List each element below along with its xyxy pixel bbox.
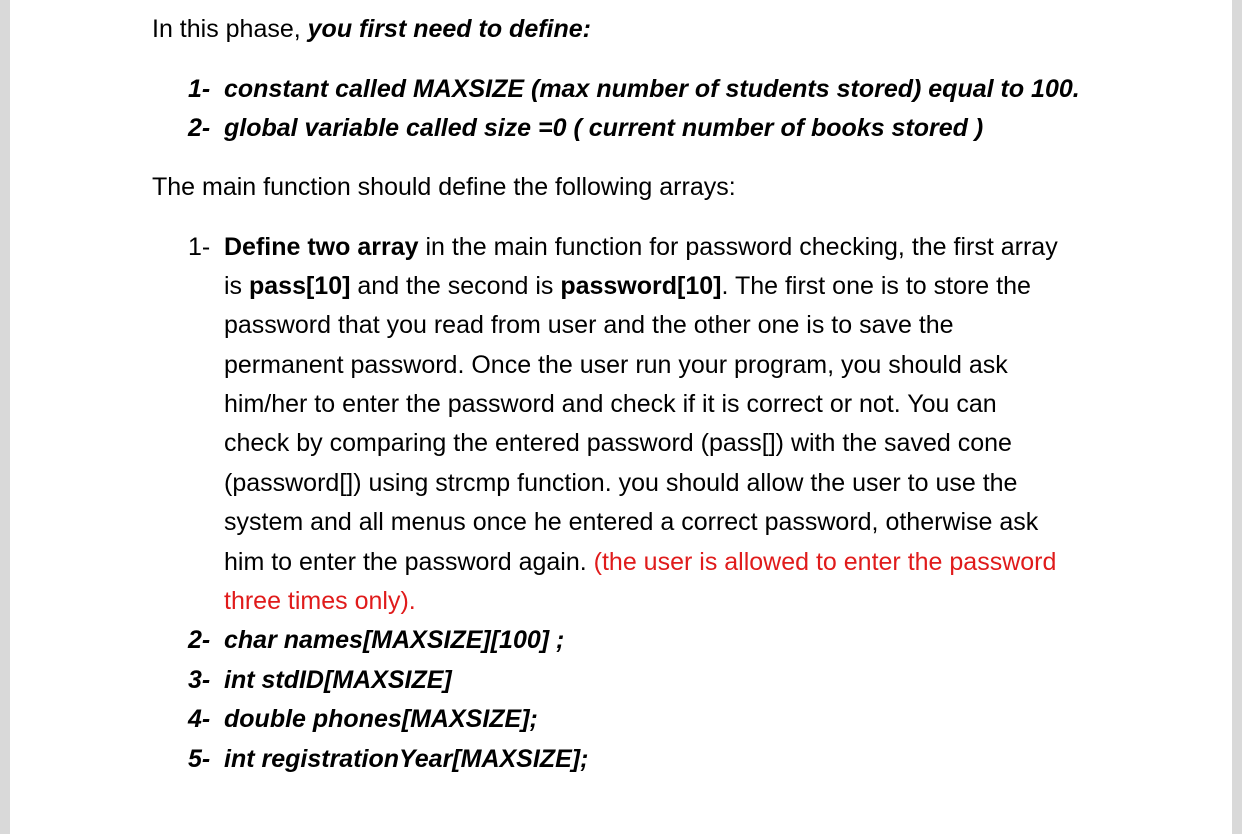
- item1-text: and the second is: [350, 272, 561, 300]
- item1-text: him to enter the password again.: [224, 548, 594, 576]
- item1-text: password that you read from user and the other one is to save the: [224, 311, 954, 339]
- password-array-name: password[10]: [560, 272, 722, 300]
- item1-text: check by comparing the entered password (pass[]) with the saved cone: [224, 429, 1012, 457]
- arrays-intro: The main function should define the following arrays:: [152, 173, 736, 201]
- item1-text: . The first one is to store the: [721, 272, 1031, 300]
- pass-array-name: pass[10]: [249, 272, 351, 300]
- item-number: 4-: [188, 705, 211, 733]
- array-declaration: double phones[MAXSIZE];: [224, 705, 538, 733]
- red-note: (the user is allowed to enter the password: [593, 548, 1057, 576]
- definition-number: 1-: [188, 75, 211, 103]
- item1-text: in the main function for password checking, the first array: [418, 233, 1058, 261]
- item-number: 3-: [188, 666, 211, 694]
- item1-text: system and all menus once he entered a correct password, otherwise ask: [224, 508, 1039, 536]
- intro-plain: In this phase,: [152, 15, 308, 43]
- array-declaration: char names[MAXSIZE][100] ;: [224, 626, 565, 654]
- item-number: 1-: [188, 233, 211, 261]
- item-number: 5-: [188, 745, 211, 773]
- item1-line-1: [224, 232, 1058, 262]
- item1-text: is: [224, 272, 249, 300]
- definition-text: global variable called size =0 ( current number of books stored ): [224, 114, 984, 142]
- intro-line: [152, 14, 591, 44]
- definition-text: constant called MAXSIZE (max number of students stored) equal to 100.: [224, 75, 1080, 103]
- intro-emphasis: you first need to define:: [307, 15, 592, 43]
- array-declaration: int stdID[MAXSIZE]: [224, 666, 452, 694]
- item1-text: him/her to enter the password and check if it is correct or not. You can: [224, 390, 997, 418]
- item1-text: permanent password. Once the user run your program, you should ask: [224, 351, 1008, 379]
- array-declaration: int registrationYear[MAXSIZE];: [224, 745, 589, 773]
- red-note: three times only).: [224, 587, 416, 615]
- item1-text: (password[]) using strcmp function. you should allow the user to use the: [224, 469, 1018, 497]
- item1-bold-phrase: Define two array: [224, 233, 419, 261]
- item-number: 2-: [188, 626, 211, 654]
- definition-number: 2-: [188, 114, 211, 142]
